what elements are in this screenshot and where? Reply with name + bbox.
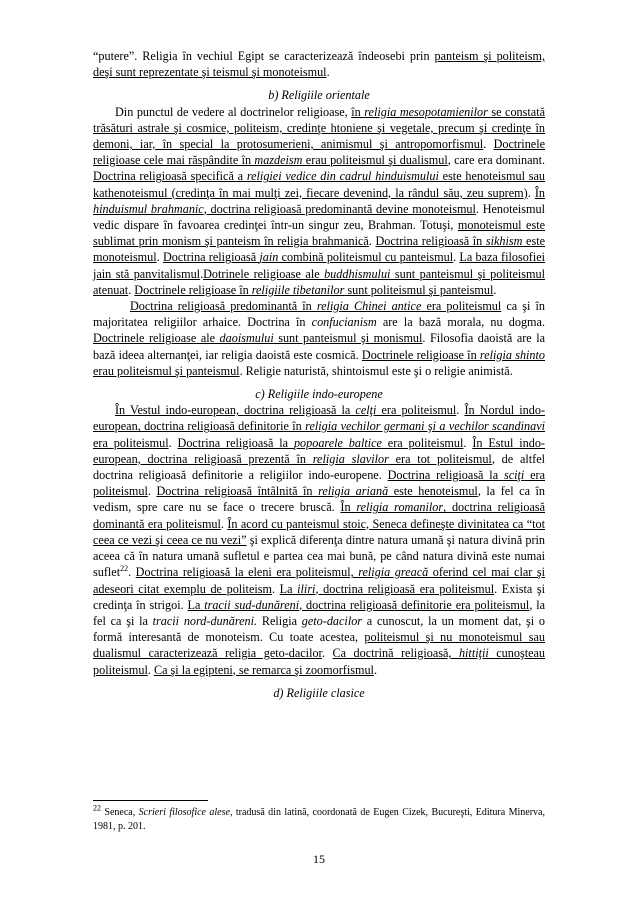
text-run: sunt politeismul şi panteismul [344, 282, 494, 297]
text-run: . [373, 662, 377, 677]
text-run: hittiţii [458, 646, 489, 661]
text-run: religiei vedice din cadrul hinduismului [246, 169, 439, 184]
text-run: era politeismul [421, 299, 502, 314]
text-run: . [453, 250, 460, 265]
text-run: În Vestul indo-european, doctrina religioasă la [115, 403, 356, 418]
text-run: buddhismului [324, 266, 391, 281]
text-run: În [340, 500, 357, 515]
text-run: sciţi [503, 468, 525, 483]
paragraph-egypt [93, 48, 545, 80]
text-run: Ca şi la egipteni, se remarca şi zoomorfismul [153, 662, 374, 677]
text-run: erau politeismul şi dualismul [302, 153, 448, 168]
text-run: Doctrina religioasă în [375, 234, 486, 249]
text-run: La [187, 597, 205, 612]
text-run: Doctrina religioasă întâlnită în [156, 484, 319, 499]
text-run: se constată trăsături astrale şi cosmice, politeism, credinţe htoniene şi vegetale, precum şi credinţe în demoni, iar, în special la protosumerieni, animismul şi antropomorfismul [93, 104, 545, 152]
text-run: . [493, 282, 497, 297]
heading-classical-religions: d) Religiile clasice [273, 685, 365, 700]
text-run: era tot politeismul [388, 451, 492, 466]
text-run: Din punctul de vedere al doctrinelor religioase, [115, 104, 352, 119]
footnote-divider [93, 800, 208, 801]
text-run: Doctrina religioasă la [387, 468, 504, 483]
text-run: . [483, 137, 494, 152]
text-run: tracii sud-dunăreni [204, 597, 300, 612]
text-run: . Henoteismul vedic dispare în favoarea credinţei într-un singur zeu, Brahman. Totuşi, [93, 201, 545, 233]
text-run: . [168, 435, 178, 450]
text-run: sunt panteismul şi politeismul atenuat [93, 266, 545, 297]
text-run: jain [259, 250, 279, 265]
text-run: . [456, 403, 465, 418]
text-run: , doctrina religioasă era politeismul [315, 581, 495, 596]
text-run: . [527, 185, 535, 200]
text-run: hinduismul brahmanic [93, 201, 204, 216]
text-run: . [147, 662, 154, 677]
text-run: , de altfel doctrina religioasă definitorie a religiilor indo-europene. [93, 451, 546, 483]
text-run: . [200, 266, 204, 281]
text-run: În acord cu panteismul stoic, Seneca defineşte divinitatea ca “tot ceea ce vezi şi ceea ce nu vezi” [93, 516, 545, 547]
text-run: La [279, 581, 298, 596]
text-run: religia Chinei antice [316, 299, 422, 314]
text-run: Doctrinele religioase în [134, 282, 252, 297]
text-run: religiile tibetanilor [251, 282, 345, 297]
paragraph-oriental [93, 104, 545, 298]
text-run: , la fel ca şi la [93, 597, 546, 628]
text-run: panteism şi politeism, deşi sunt reprezentate şi teismul şi monoteismul [93, 49, 546, 80]
text-run: celţi [355, 403, 377, 418]
text-run: . [220, 516, 228, 531]
text-run: monoteismul este sublimat prin monism şi panteism în religia brahmanică [93, 218, 546, 249]
text-run: , tradusă din latină, coordonată de Eugen Cizek, Bucureşti, Editura Minerva, 1981, p. 201. [93, 807, 545, 832]
heading-indo-european-religions: c) Religiile indo-europene [255, 387, 383, 402]
text-run: religia shinto [479, 347, 546, 362]
footnote [93, 803, 545, 834]
text-run: În [534, 185, 545, 200]
text-run: “putere”. Religia în vechiul Egipt se caracterizează îndeosebi prin [93, 49, 435, 63]
text-run: . [128, 565, 136, 580]
footnote-ref: 22 [93, 803, 101, 813]
text-run: confucianism [311, 315, 377, 330]
text-run: , la fel ca în vedism, spre care nu se face o trecere bruscă. [93, 484, 546, 515]
text-run: are la bază morala, nu dogma. [376, 315, 545, 330]
text-run: religia greacă [358, 565, 429, 580]
text-run: este henoteismul sau kathenoteismul (credinţa în mai mulţi zei, fiecare devenind, la rândul său, zeu suprem) [93, 169, 545, 200]
text-run: sikhism [485, 234, 523, 249]
text-run: Doctrina religioasă [162, 250, 260, 265]
text-run: Doctrina religioasă la [177, 435, 294, 450]
footnote-ref: 22 [120, 564, 129, 574]
text-run: era politeismul [376, 403, 457, 418]
text-run: Religia [257, 613, 302, 628]
text-run: religia mesopotamienilor [364, 104, 488, 119]
text-run: era politeismul [93, 435, 169, 450]
text-run: Doctrinele religioase cele mai răspândite în [93, 137, 545, 168]
text-run: , doctrina religioasă dominantă era politeismul [93, 500, 546, 531]
text-run: , care era dominant. [447, 153, 546, 168]
text-run: Doctrina religioasă predominantă în [130, 299, 317, 314]
text-run: . [463, 435, 473, 450]
text-run: , doctrina religioasă definitorie era politeismul [299, 597, 530, 612]
text-run: . [368, 234, 376, 249]
text-run: este henoteismul [388, 484, 478, 499]
text-run: tracii nord-dunăreni. [152, 613, 258, 628]
body-text [93, 48, 545, 701]
page-number: 15 [313, 852, 325, 866]
text-run: Dotrinele religioase ale [203, 266, 325, 281]
text-run: mazdeism [254, 153, 303, 168]
text-run: religia romanilor [356, 500, 444, 515]
text-run: Scrieri filosofice alese [138, 807, 230, 818]
text-run: ca şi în majoritatea religiilor arhaice. Doctrina în [93, 299, 545, 330]
text-run: Doctrinele religioase în [361, 347, 480, 362]
text-run: . [326, 65, 330, 80]
text-run: În Estul indo-european, doctrina religioasă prezentă în [93, 435, 545, 466]
text-run: . Exista şi credinţa în strigoi. [93, 581, 546, 612]
text-run: geto-dacilor [301, 613, 363, 628]
text-run: era politeismul [381, 435, 464, 450]
text-run: sunt panteismul şi monismul [273, 331, 423, 346]
text-run: religia slavilor [312, 451, 389, 466]
text-run: . Religie naturistă, shintoismul este şi o religie animistă. [239, 363, 513, 378]
text-run: popoarele baltice [293, 435, 382, 450]
text-run: cunoşteau politeismul [93, 646, 545, 677]
text-run: religia ariană [318, 484, 389, 499]
text-run: . [128, 282, 135, 297]
text-run: Seneca, [101, 807, 139, 818]
text-run: şi explică diferenţa dintre natura umană şi natura divină prin aceea că în natura umană sufletul e partea cea mai bună, pe când natura divină este numai suflet [93, 532, 545, 580]
heading-oriental-religions: b) Religiile orientale [268, 88, 370, 103]
text-run: oferind cel mai clar şi adeseori citat exemplu de politeism [93, 565, 545, 596]
text-run: , doctrina religioasă predominantă devine monoteismul [203, 201, 476, 216]
text-run: combină politeismul cu panteismul [278, 250, 454, 265]
text-run: Doctrina religioasă la eleni era politeismul, [135, 565, 359, 580]
text-run: În Nordul indo-european, doctrina religioasă definitorie în [93, 403, 546, 434]
text-run: era politeismul [93, 468, 545, 499]
text-run: este monoteismul [93, 234, 546, 265]
text-run: La baza filosofiei jain stă panvitalismul [93, 250, 546, 281]
text-run: a cunoscut, la un moment dat, şi o formă interesantă de monoteism. Cu toate acestea, [93, 613, 546, 645]
paragraph-china [93, 298, 545, 379]
text-run: iliri [297, 581, 316, 596]
text-run: . [156, 250, 163, 265]
text-run: . [147, 484, 157, 499]
text-run: Doctrinele religioase ale [93, 331, 220, 346]
text-run: . [271, 581, 280, 596]
text-run: Ca doctrină religioasă, [332, 646, 459, 661]
text-run: daoismului [219, 331, 274, 346]
text-run: . Filosofia daoistă are la bază ideea alternanţei, iar religia daoistă este cosmică. [93, 331, 545, 362]
text-run: religia vechilor germani şi a vechilor scandinavi [305, 419, 545, 434]
text-run: erau politeismul şi panteismul [93, 363, 240, 378]
text-run: politeismul şi nu monoteismul sau dualismul caracterizează religia geto-dacilor [93, 630, 545, 661]
paragraph-indo-european [93, 402, 545, 677]
text-run: . [321, 646, 333, 661]
text-run: în [351, 104, 365, 119]
text-run: Doctrina religioasă specifică a [93, 169, 247, 184]
